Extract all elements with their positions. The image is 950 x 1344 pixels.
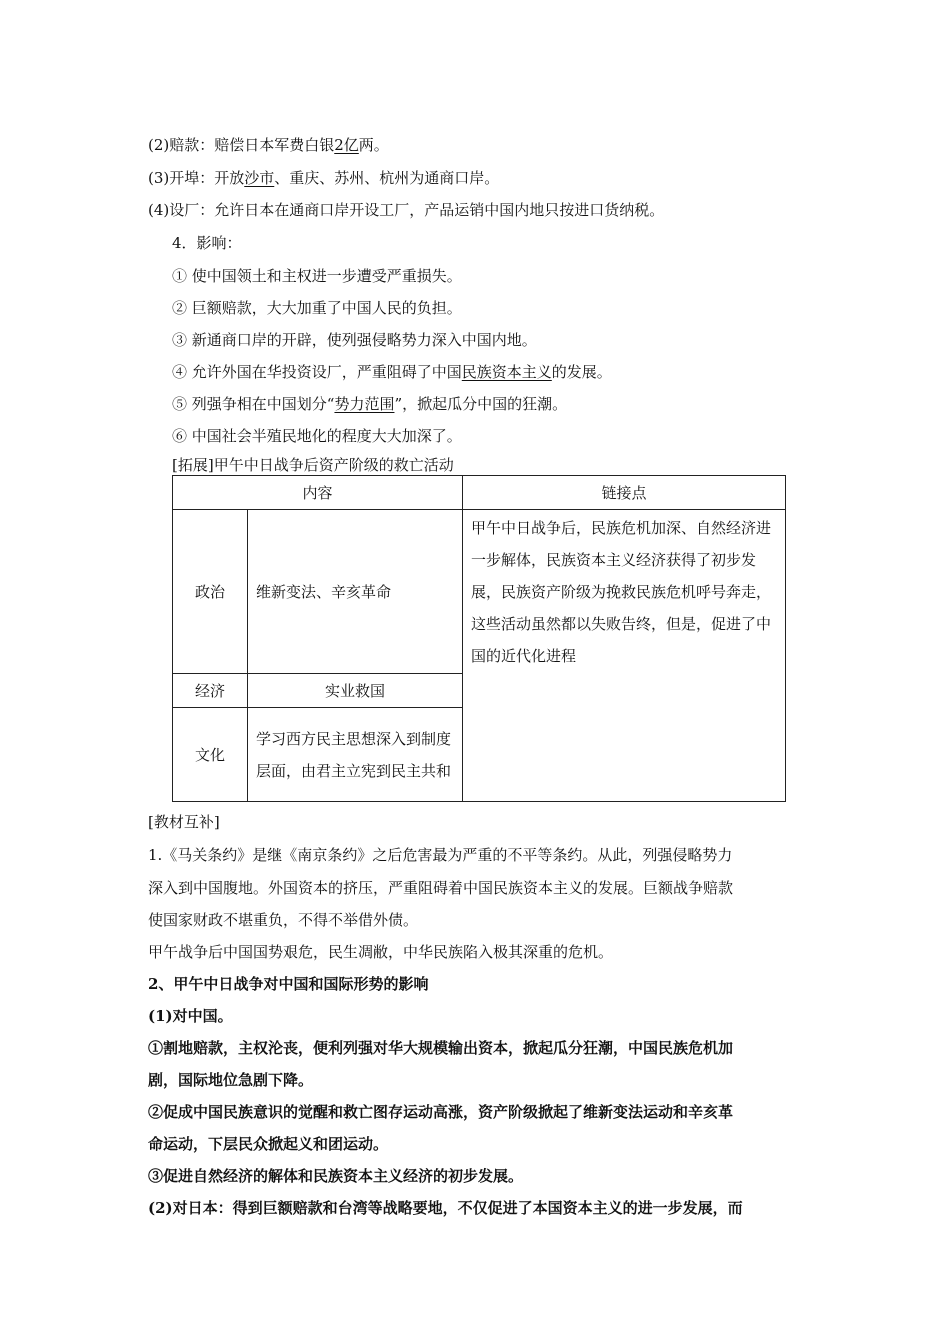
row-category: 经济 <box>173 674 248 708</box>
impact-item-3: ③ 新通商口岸的开辟，使列强侵略势力深入中国内地。 <box>172 331 537 349</box>
supplement-p1-line3: 使国家财政不堪重负，不得不举借外债。 <box>148 911 419 929</box>
row-content: 实业救国 <box>248 674 463 708</box>
impact-item-4-prefix: ④ 允许外国在华投资设厂，严重阻碍了中国 <box>172 363 462 381</box>
impact-item-5 <box>172 394 567 414</box>
impact-item-6: ⑥ 中国社会半殖民地化的程度大大加深了。 <box>172 427 462 445</box>
indemnity-line <box>148 135 389 155</box>
japan-impact: (2)对日本：得到巨额赔款和台湾等战略要地，不仅促进了本国资本主义的进一步发展，而 <box>148 1199 743 1217</box>
supplement-p1-line1: 1.《马关条约》是继《南京条约》之后危害最为严重的不平等条约。从此，列强侵略势力 <box>148 846 733 864</box>
ports-prefix: (3)开埠：开放 <box>148 169 245 187</box>
impact-item-4-term: 民族资本主义 <box>461 363 552 381</box>
china-point-3: ③促进自然经济的解体和民族资本主义经济的初步发展。 <box>148 1167 524 1185</box>
impact-item-5-suffix: ”，掀起瓜分中国的狂潮。 <box>394 395 568 413</box>
row-content: 维新变法、辛亥革命 <box>248 510 463 674</box>
header-link: 链接点 <box>463 476 786 510</box>
impact-item-5-term: 势力范围 <box>334 395 395 413</box>
table-row <box>173 510 786 674</box>
table-header-row <box>173 476 786 510</box>
indemnity-amount: 2亿 <box>334 136 359 154</box>
factories-line: (4)设厂：允许日本在通商口岸开设工厂，产品运销中国内地只按进口货纳税。 <box>148 201 665 219</box>
supplement-p2: 甲午战争后中国国势艰危，民生凋敝，中华民族陷入极其深重的危机。 <box>148 943 614 961</box>
china-point-2-line1: ②促成中国民族意识的觉醒和救亡图存运动高涨，资产阶级掀起了维新变法运动和辛亥革 <box>148 1103 734 1121</box>
impact-item-5-prefix: ⑤ 列强争相在中国划分“ <box>172 395 335 413</box>
impact-item-4 <box>172 362 612 382</box>
row-category: 政治 <box>173 510 248 674</box>
china-point-2-line2: 命运动，下层民众掀起义和团运动。 <box>148 1135 389 1153</box>
extension-title: [拓展]甲午中日战争后资产阶级的救亡活动 <box>172 456 454 474</box>
impact-item-4-suffix: 的发展。 <box>551 363 612 381</box>
impact-item-2: ② 巨额赔款，大大加重了中国人民的负担。 <box>172 299 462 317</box>
row-category: 文化 <box>173 708 248 802</box>
extension-table <box>172 475 786 802</box>
ports-suffix: 、重庆、苏州、杭州为通商口岸。 <box>274 169 500 187</box>
row-content: 学习西方民主思想深入到制度层面，由君主立宪到民主共和 <box>248 708 463 802</box>
header-content: 内容 <box>173 476 463 510</box>
supplement-p1-line2: 深入到中国腹地。外国资本的挤压，严重阻碍着中国民族资本主义的发展。巨额战争赔款 <box>148 879 734 897</box>
ports-line <box>148 168 499 188</box>
link-text: 甲午中日战争后，民族危机加深、自然经济进一步解体，民族资本主义经济获得了初步发展，民族资产阶级为挽救民族危机呼号奔走，这些活动虽然都以失败告终，但是，促进了中国的近代化进程 <box>463 510 786 802</box>
impact-item-1: ① 使中国领土和主权进一步遭受严重损失。 <box>172 267 462 285</box>
china-heading: (1)对中国。 <box>148 1007 233 1025</box>
china-point-1-line2: 剧，国际地位急剧下降。 <box>148 1071 314 1089</box>
section2-heading: 2、甲午中日战争对中国和国际形势的影响 <box>148 975 429 993</box>
indemnity-suffix: 两。 <box>358 136 389 154</box>
ports-first: 沙市 <box>244 169 275 187</box>
supplement-title: [教材互补] <box>148 813 220 831</box>
indemnity-prefix: (2)赔款：赔偿日本军费白银 <box>148 136 335 154</box>
china-point-1-line1: ①割地赔款，主权沦丧，便利列强对华大规模输出资本，掀起瓜分狂潮，中国民族危机加 <box>148 1039 734 1057</box>
impact-heading: 4．影响： <box>172 234 242 252</box>
